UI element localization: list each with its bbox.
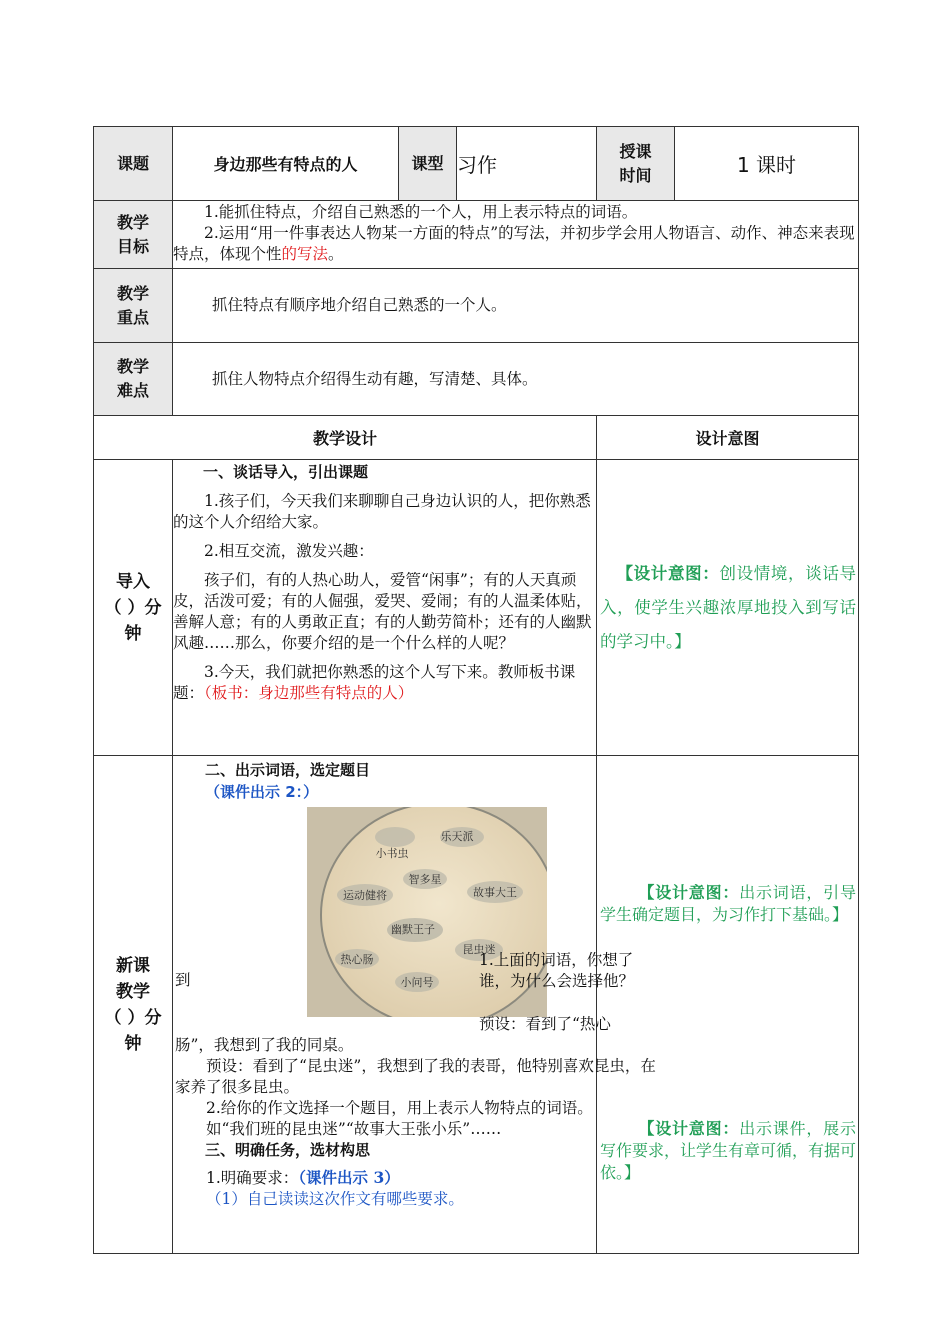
intro-p3: 孩子们，有的人热心助人，爱管“闲事”；有的人天真顽皮，活泼可爱；有的人倔强，爱哭、爱闹；有的人温柔体贴，善解人意；有的人勇敢正直；有的人勤劳简朴；还有的人幽默风趣……那么，你要介绍的是一个什么样的人呢？ bbox=[173, 571, 592, 652]
time-value: 1 课时 bbox=[675, 127, 859, 201]
new-lesson-label bbox=[94, 756, 173, 1254]
difficulty-text: 抓住人物特点介绍得生动有趣，写清楚、具体。 bbox=[212, 369, 538, 388]
goals-label-line2: 目标 bbox=[116, 236, 149, 256]
difficulty-content bbox=[173, 343, 859, 416]
focus-row bbox=[94, 269, 859, 343]
difficulty-label-line1: 教学 bbox=[116, 357, 149, 376]
requirement-text: 1.明确要求： bbox=[206, 1169, 299, 1187]
question-2: 2.给你的作文选择一个题目，用上表示人物特点的词语。 bbox=[206, 1099, 593, 1117]
word-2: 智多星 bbox=[408, 873, 442, 886]
type-value: 习作 bbox=[457, 127, 597, 201]
goal-2-red: 的写法 bbox=[281, 245, 329, 263]
intro-blackboard: （板书：身边那些有特点的人） bbox=[204, 684, 414, 702]
topic-value: 身边那些有特点的人 bbox=[173, 127, 399, 201]
courseware-2: （课件出示 2：） bbox=[205, 783, 319, 801]
intro-label-line1: 导入 bbox=[116, 571, 150, 592]
new-lesson-lower bbox=[175, 1035, 657, 1210]
new-lesson-content bbox=[173, 756, 656, 1254]
new-label-line4: 钟 bbox=[124, 1033, 142, 1054]
new-label-line3: （ ）分 bbox=[104, 1007, 162, 1028]
requirement-sub: （1）自己读读这次作文有哪些要求。 bbox=[206, 1190, 464, 1208]
intro-row bbox=[94, 460, 859, 756]
intro-intent-text bbox=[600, 557, 856, 659]
intro-intent-body: 创设情境，谈话导入，使学生兴趣浓厚地投入到写话的学习中。】 bbox=[600, 563, 857, 651]
lesson-plan-table bbox=[93, 126, 859, 1254]
preset-1-cont: 肠”，我想到了我的同桌。 bbox=[175, 1036, 354, 1054]
time-label-line1: 授课 bbox=[619, 141, 652, 161]
goals-content bbox=[173, 201, 859, 269]
word-7: 热心肠 bbox=[340, 953, 374, 966]
time-label bbox=[597, 127, 675, 201]
intent-2-body: 出示课件，展示写作要求，让学生有章可循，有据可依。】 bbox=[600, 1119, 857, 1182]
intent-2-bold: 【设计意图： bbox=[638, 1119, 740, 1138]
word-8: 小问号 bbox=[400, 976, 434, 989]
goal-2 bbox=[173, 223, 858, 265]
design-header-right: 设计意图 bbox=[597, 416, 859, 460]
word-3: 故事大王 bbox=[473, 886, 517, 899]
preset-1: 预设：看到了“热心 bbox=[479, 1015, 611, 1033]
new-label-line2: 教学 bbox=[116, 981, 150, 1002]
design-header-row bbox=[94, 416, 859, 460]
intro-intent-bold: 【设计意图： bbox=[616, 563, 720, 583]
heading-3: 三、明确任务，选材构思 bbox=[205, 1141, 371, 1159]
intro-label-line2: （ ）分 bbox=[104, 597, 162, 618]
new-lesson-row bbox=[94, 756, 859, 1254]
topic-label: 课题 bbox=[94, 127, 173, 201]
preset-2: 预设：看到了“昆虫迷”，我想到了我的表哥，他特别喜欢昆虫，在家养了很多昆虫。 bbox=[175, 1057, 656, 1096]
intent-1-body: 出示词语，引导学生确定题目，为习作打下基础。】 bbox=[600, 883, 856, 924]
intent-2 bbox=[600, 1118, 856, 1184]
design-header-left: 教学设计 bbox=[94, 416, 597, 460]
focus-label-line2: 重点 bbox=[116, 307, 149, 327]
dao-text: 到 bbox=[175, 971, 191, 989]
goal-1: 1.能抓住特点，介绍自己熟悉的一个人，用上表示特点的词语。 bbox=[204, 203, 638, 221]
difficulty-row bbox=[94, 343, 859, 416]
focus-text: 抓住特点有顺序地介绍自己熟悉的一个人。 bbox=[212, 296, 507, 314]
new-label-line1: 新课 bbox=[116, 955, 150, 976]
courseware-3: （课件出示 3） bbox=[298, 1168, 400, 1187]
intro-intent bbox=[597, 460, 859, 756]
word-0: 小书虫 bbox=[375, 847, 409, 860]
intro-p4 bbox=[173, 662, 596, 704]
intro-heading: 一、谈话导入，引出课题 bbox=[203, 463, 369, 481]
heading-2: 二、出示词语，选定题目 bbox=[205, 761, 371, 779]
goal-2-end: 。 bbox=[328, 245, 344, 263]
type-label: 课型 bbox=[399, 127, 457, 201]
difficulty-label-line2: 难点 bbox=[116, 381, 149, 400]
goals-row bbox=[94, 201, 859, 269]
difficulty-label bbox=[94, 343, 173, 416]
intro-content bbox=[173, 460, 597, 756]
intent-1 bbox=[600, 882, 856, 926]
intro-label-line3: 钟 bbox=[124, 623, 142, 644]
intro-p4-text: 3.今天，我们就把你熟悉的这个人写下来。教师板书课题： bbox=[173, 663, 576, 702]
word-5: 幽默王子 bbox=[391, 923, 435, 936]
word-1: 乐天派 bbox=[440, 830, 474, 843]
focus-label-line1: 教学 bbox=[116, 283, 149, 303]
intro-p1: 1.孩子们，今天我们来聊聊自己身边认识的人，把你熟悉的这个人介绍给大家。 bbox=[173, 492, 591, 531]
example-titles: 如“我们班的昆虫迷”“故事大王张小乐”…… bbox=[206, 1120, 502, 1138]
header-row bbox=[94, 127, 859, 201]
word-4: 运动健将 bbox=[343, 889, 387, 902]
goals-label-line1: 教学 bbox=[116, 212, 149, 232]
time-label-line2: 时间 bbox=[619, 165, 652, 185]
goals-label bbox=[94, 201, 173, 269]
goal-2-text: 2.运用“用一件事表达人物某一方面的特点”的写法，并初步学会用人物语言、动作、神态来表现特点，体现个性 bbox=[173, 224, 855, 263]
intent-1-bold: 【设计意图： bbox=[638, 883, 740, 902]
intro-label bbox=[94, 460, 173, 756]
focus-label bbox=[94, 269, 173, 343]
question-1: 1.上面的词语，你想了谁，为什么会选择他？ bbox=[479, 951, 635, 990]
requirement bbox=[175, 1167, 657, 1189]
word-6: 昆虫迷 bbox=[462, 943, 496, 956]
focus-content bbox=[173, 269, 859, 343]
intro-p2: 2.相互交流，激发兴趣： bbox=[204, 542, 374, 560]
new-lesson-inner bbox=[173, 756, 656, 1253]
new-lesson-intent bbox=[597, 756, 859, 1254]
